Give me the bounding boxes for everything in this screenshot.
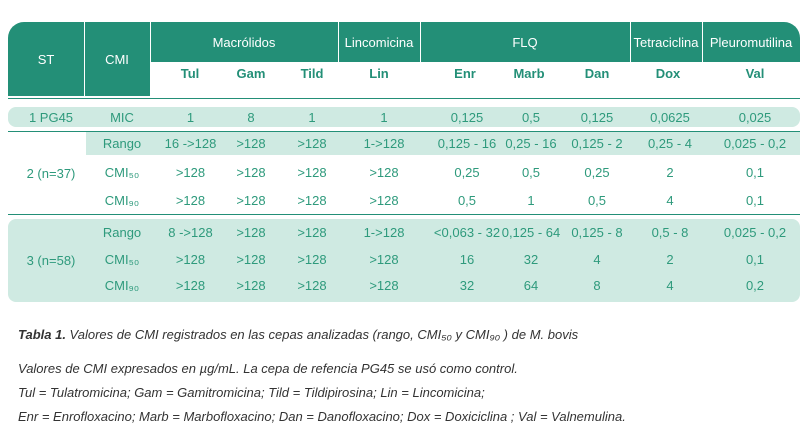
- value-cell: 8: [247, 110, 255, 125]
- value-cell: 1: [308, 110, 316, 125]
- value-cell: 0,1: [745, 252, 765, 267]
- header-drug-tul: Tul: [180, 66, 200, 81]
- value-cell: 4: [593, 252, 601, 267]
- value-cell: 0,0625: [650, 110, 690, 125]
- header-drug-dan: Dan: [584, 66, 610, 81]
- value-cell: >128: [369, 252, 399, 267]
- value-cell: 32: [523, 252, 539, 267]
- header-drug-val: Val: [745, 66, 765, 81]
- header-drug-gam: Gam: [236, 66, 266, 81]
- value-cell: >128: [369, 165, 399, 180]
- value-cell: >128: [236, 278, 266, 293]
- value-cell: 16: [459, 252, 475, 267]
- value-cell: 0,1: [745, 165, 765, 180]
- cmi-cell: CMI₉₀: [104, 193, 140, 208]
- header-underline: [8, 98, 800, 99]
- header-group-tetraciclina: Tetraciclina: [633, 34, 699, 50]
- value-cell: 0,2: [745, 278, 765, 293]
- header-group-macrolidos: Macrólidos: [212, 34, 276, 50]
- st-cell: 2 (n=37): [26, 166, 76, 181]
- value-cell: <0,063 - 32: [433, 225, 501, 240]
- header-drug-dox: Dox: [655, 66, 681, 81]
- cmi-cell: CMI₅₀: [104, 252, 140, 267]
- value-cell: >128: [236, 193, 266, 208]
- header-group-pleuromutilina: Pleuromutilina: [709, 34, 793, 50]
- value-cell: 0,125 - 16: [437, 136, 497, 151]
- value-cell: >128: [297, 252, 327, 267]
- header-drug-tild: Tild: [300, 66, 324, 81]
- value-cell: >128: [297, 193, 327, 208]
- value-cell: 8: [593, 278, 601, 293]
- value-cell: 0,125 - 8: [571, 225, 623, 240]
- value-cell: 2: [666, 252, 674, 267]
- value-cell: 32: [459, 278, 475, 293]
- value-cell: 0,1: [745, 193, 765, 208]
- header-group-lincomicina: Lincomicina: [344, 34, 414, 50]
- value-cell: 64: [523, 278, 539, 293]
- cmi-cell: MIC: [110, 110, 134, 125]
- value-cell: >128: [175, 193, 206, 208]
- cmi-cell: Rango: [102, 136, 142, 151]
- value-cell: 0,5: [521, 165, 541, 180]
- value-cell: >128: [369, 278, 399, 293]
- value-cell: 4: [666, 193, 674, 208]
- value-cell: 0,025 - 0,2: [723, 225, 787, 240]
- value-cell: 8 ->128: [168, 225, 213, 240]
- value-cell: 0,125 - 2: [571, 136, 623, 151]
- value-cell: 1: [380, 110, 388, 125]
- cmi-cell: CMI₅₀: [104, 165, 140, 180]
- value-cell: 1->128: [363, 136, 405, 151]
- group-divider: [8, 214, 800, 215]
- header-drug-enr: Enr: [454, 66, 476, 81]
- value-cell: 0,025: [738, 110, 772, 125]
- value-cell: >128: [236, 252, 266, 267]
- value-cell: >128: [297, 278, 327, 293]
- header-cmi: CMI: [105, 51, 129, 67]
- value-cell: 2: [666, 165, 674, 180]
- value-cell: >128: [297, 136, 327, 151]
- value-cell: 0,25 - 16: [505, 136, 557, 151]
- note-line: Tul = Tulatromicina; Gam = Gamitromicina; Tild = Tildipirosina; Lin = Lincomicina;: [18, 385, 485, 400]
- table-header: [8, 22, 800, 96]
- value-cell: 0,5: [587, 193, 607, 208]
- value-cell: 16 ->128: [164, 136, 217, 151]
- header-st: ST: [37, 51, 55, 67]
- value-cell: >128: [175, 165, 206, 180]
- value-cell: 1: [527, 193, 535, 208]
- value-cell: >128: [369, 193, 399, 208]
- value-cell: >128: [175, 252, 206, 267]
- value-cell: 0,5: [521, 110, 541, 125]
- note-line: Valores de CMI expresados en µg/mL. La cepa de refencia PG45 se usó como control.: [18, 361, 518, 376]
- value-cell: 0,125: [450, 110, 484, 125]
- value-cell: 0,5: [457, 193, 477, 208]
- value-cell: >128: [297, 165, 327, 180]
- caption-label: Tabla 1.: [18, 327, 66, 342]
- header-drug-lin: Lin: [369, 66, 389, 81]
- header-drug-marb: Marb: [513, 66, 545, 81]
- value-cell: 4: [666, 278, 674, 293]
- value-cell: >128: [297, 225, 327, 240]
- value-cell: >128: [236, 165, 266, 180]
- value-cell: 0,25 - 4: [647, 136, 693, 151]
- note-line: Enr = Enrofloxacino; Marb = Marbofloxacino; Dan = Danofloxacino; Dox = Doxiciclina ; Val = Valnemulina.: [18, 409, 626, 424]
- st-cell: 3 (n=58): [26, 253, 76, 268]
- value-cell: 0,25: [454, 165, 480, 180]
- caption-text: Valores de CMI registrados en las cepas analizadas (rango, CMI₅₀ y CMI₉₀ ) de M. bovis: [65, 327, 579, 342]
- value-cell: >128: [175, 278, 206, 293]
- st-cell: 1 PG45: [28, 110, 74, 125]
- value-cell: 0,025 - 0,2: [723, 136, 787, 151]
- value-cell: 0,25: [584, 165, 610, 180]
- value-cell: 0,125 - 64: [501, 225, 561, 240]
- cmi-cell: CMI₉₀: [104, 278, 140, 293]
- table-caption: [18, 327, 578, 342]
- value-cell: 1: [186, 110, 195, 125]
- value-cell: 0,125: [580, 110, 614, 125]
- mic-table: [8, 22, 800, 293]
- header-group-flq: FLQ: [512, 34, 538, 50]
- value-cell: 0,5 - 8: [651, 225, 689, 240]
- cmi-cell: Rango: [102, 225, 142, 240]
- value-cell: 1->128: [363, 225, 405, 240]
- value-cell: >128: [236, 225, 266, 240]
- value-cell: >128: [236, 136, 266, 151]
